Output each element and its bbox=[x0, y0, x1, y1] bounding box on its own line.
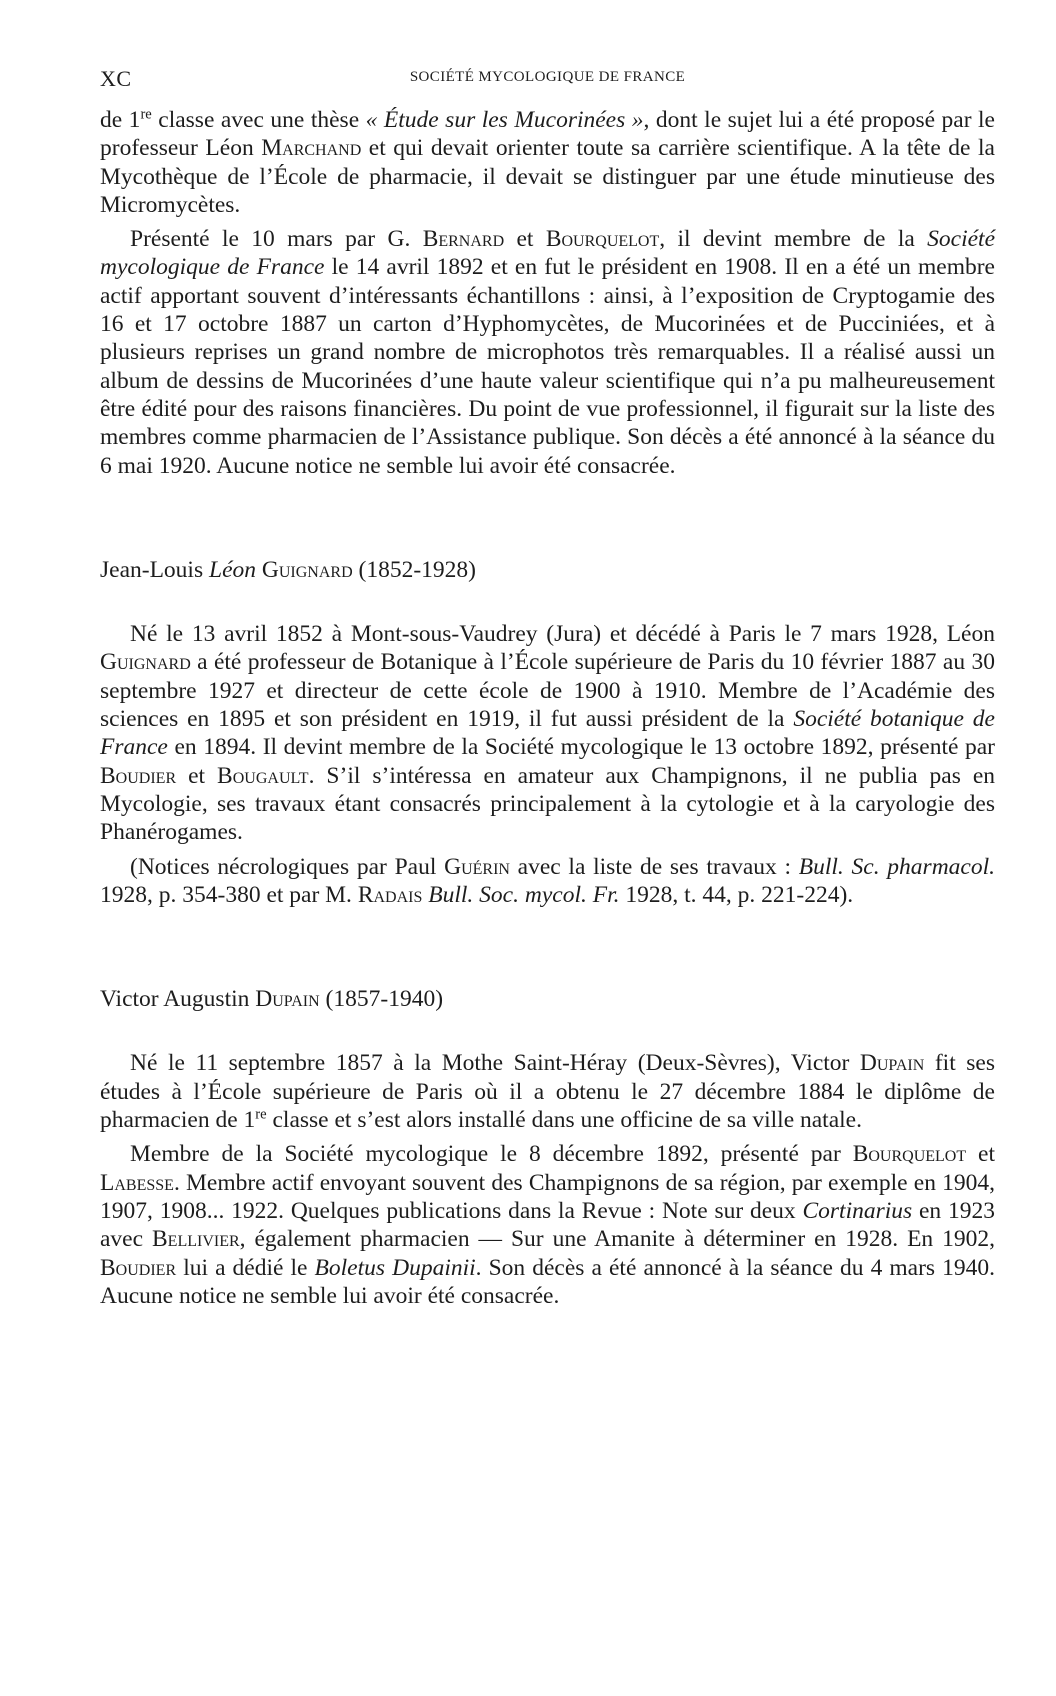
text-run: . Membre actif envoyant souvent des Champignons de sa région, par exemple en 1904, 1907, 1908... 1922. Quelques publications dans la Revue : Note sur deux bbox=[100, 1169, 995, 1224]
text-run: fit ses études à l’École supérieure de Paris où il a obtenu le 27 décembre 1884 le diplôme de pharmacien de 1 bbox=[100, 1050, 995, 1134]
text-run: . Son décès a été annoncé à la séance du 4 mars 1940. Aucune notice ne semble lui avoir été consacrée. bbox=[100, 1254, 996, 1309]
text-run: le 14 avril 1892 et en fut le président en 1908. Il en a été un membre actif apportant souvent d’intéressants échantillons : ainsi, à l’exposition de Cryptogamie des 16 et 17 octobre 1887 un carton d’Hyphomycètes, de Mucorinées et de Pucciniées, et à plusieurs reprises un grand nombre de microphotos très remarquables. Il a réalisé aussi un album de dessins de Mucorinées d’une haute valeur scientifique qui n’a pu malheureusement être édité pour des raisons financières. Du point de vue professionnel, il figurait sur la liste des membres comme pharmacien de l’Assistance publique. Son décès a été annoncé à la séance du 6 mai 1920. Aucune notice ne semble lui avoir été consacrée. bbox=[100, 254, 995, 479]
text-run: classe avec une thèse bbox=[151, 107, 366, 133]
paragraph-continuation bbox=[100, 106, 995, 219]
page-number: XC bbox=[100, 66, 132, 91]
text-run: 1928, t. 44, p. 221-224). bbox=[619, 881, 854, 908]
life-dates: (1852-1928) bbox=[352, 556, 476, 583]
text-run: , il devint membre de la bbox=[659, 226, 928, 253]
surname: Dupain bbox=[255, 986, 320, 1013]
paragraph-dupain-bio bbox=[100, 1049, 995, 1134]
text-run: et bbox=[504, 226, 546, 253]
text-run: Présenté le 10 mars par G. bbox=[130, 226, 423, 253]
person-name: Dupain bbox=[859, 1050, 925, 1077]
text-run: et qui devait orienter toute sa carrière scientifique. A la tête de la Mycothèque de l’École de pharmacie, il devait se distinguer par une étude minutieuse des Micromycètes. bbox=[100, 135, 995, 218]
life-dates: (1857-1940) bbox=[319, 986, 444, 1013]
notice-heading-guignard bbox=[100, 556, 995, 584]
person-name: Bernard bbox=[422, 226, 505, 253]
person-name: Guignard bbox=[100, 649, 191, 676]
text-run: , dont le sujet lui a été proposé par le professeur Léon bbox=[100, 107, 995, 162]
text-run: en 1894. Il devint membre de la Société mycologique le 13 octobre 1892, présenté par bbox=[167, 734, 995, 761]
society-name: Société mycologique de France bbox=[100, 226, 996, 281]
text-run: et bbox=[966, 1141, 995, 1168]
text-run: Membre de la Société mycologique le 8 décembre 1892, présenté par bbox=[130, 1141, 853, 1168]
notice-heading-dupain bbox=[100, 985, 995, 1013]
person-name: Guérin bbox=[444, 853, 510, 880]
text-run: Jean-Louis bbox=[100, 556, 209, 583]
paragraph-membership bbox=[100, 225, 995, 480]
text-run: lui a dédié le bbox=[176, 1254, 315, 1281]
text-run: et bbox=[176, 762, 218, 789]
person-name: Radais bbox=[357, 881, 423, 908]
text-run: Né le 13 avril 1852 à Mont-sous-Vaudrey (Jura) et décédé à Paris le 7 mars 1928, Léon bbox=[130, 621, 995, 648]
person-name: Boudier bbox=[100, 1254, 177, 1281]
thesis-title: « Étude sur les Mucorinées » bbox=[365, 107, 644, 133]
person-name: Boudier bbox=[100, 762, 177, 789]
text-run: . S’il s’intéressa en amateur aux Champignons, il ne publia pas en Mycologie, ses travaux étant consacrés principalement à la cytologie et à la caryologie des Phanérogames. bbox=[100, 762, 996, 846]
journal-abbrev: Bull. Sc. pharmacol. bbox=[798, 853, 995, 880]
text-run: Né le 11 septembre 1857 à la Mothe Saint-Héray (Deux-Sèvres), Victor bbox=[130, 1050, 860, 1077]
text-run: en 1923 avec bbox=[100, 1197, 995, 1253]
person-name: Labesse bbox=[100, 1169, 174, 1196]
text-run: (Notices nécrologiques par Paul bbox=[130, 853, 445, 880]
person-name: Bougault bbox=[217, 762, 309, 789]
surname: Guignard bbox=[261, 556, 353, 583]
superscript: re bbox=[140, 106, 152, 123]
journal-title: SOCIÉTÉ MYCOLOGIQUE DE FRANCE bbox=[409, 69, 686, 85]
paragraph-guignard-bio bbox=[100, 620, 995, 846]
text-run: Victor Augustin bbox=[100, 986, 256, 1013]
running-head bbox=[100, 60, 995, 94]
society-name: Société botanique de France bbox=[100, 706, 995, 761]
person-name: Bourquelot bbox=[852, 1141, 967, 1168]
superscript: re bbox=[255, 1106, 267, 1123]
paragraph-guignard-notices bbox=[100, 853, 995, 910]
person-name: Marchand bbox=[261, 135, 362, 162]
journal-abbrev: Bull. Soc. mycol. Fr. bbox=[428, 881, 620, 908]
text-run: , également pharmacien — Sur une Amanite à déterminer en 1928. En 1902, bbox=[239, 1226, 996, 1253]
text-run: avec la liste de ses travaux : bbox=[509, 853, 799, 880]
person-name: Bourquelot bbox=[545, 226, 660, 253]
text-run: 1928, p. 354-380 et par M. bbox=[100, 881, 358, 908]
text-run: de 1 bbox=[100, 107, 141, 133]
genus-name: Cortinarius bbox=[802, 1197, 913, 1224]
text-run: classe et s’est alors installé dans une officine de sa ville natale. bbox=[266, 1107, 862, 1134]
person-name: Bellivier bbox=[152, 1226, 240, 1253]
page bbox=[100, 60, 995, 1310]
species-name: Boletus Dupainii bbox=[314, 1254, 476, 1281]
given-name: Léon bbox=[209, 556, 256, 583]
text-run: a été professeur de Botanique à l’École supérieure de Paris du 10 février 1887 au 30 septembre 1927 et directeur de cette école de 1900 à 1910. Membre de l’Académie des sciences en 1895 et son président en 1919, il fut aussi président de la bbox=[100, 649, 995, 733]
paragraph-dupain-membership bbox=[100, 1140, 995, 1310]
